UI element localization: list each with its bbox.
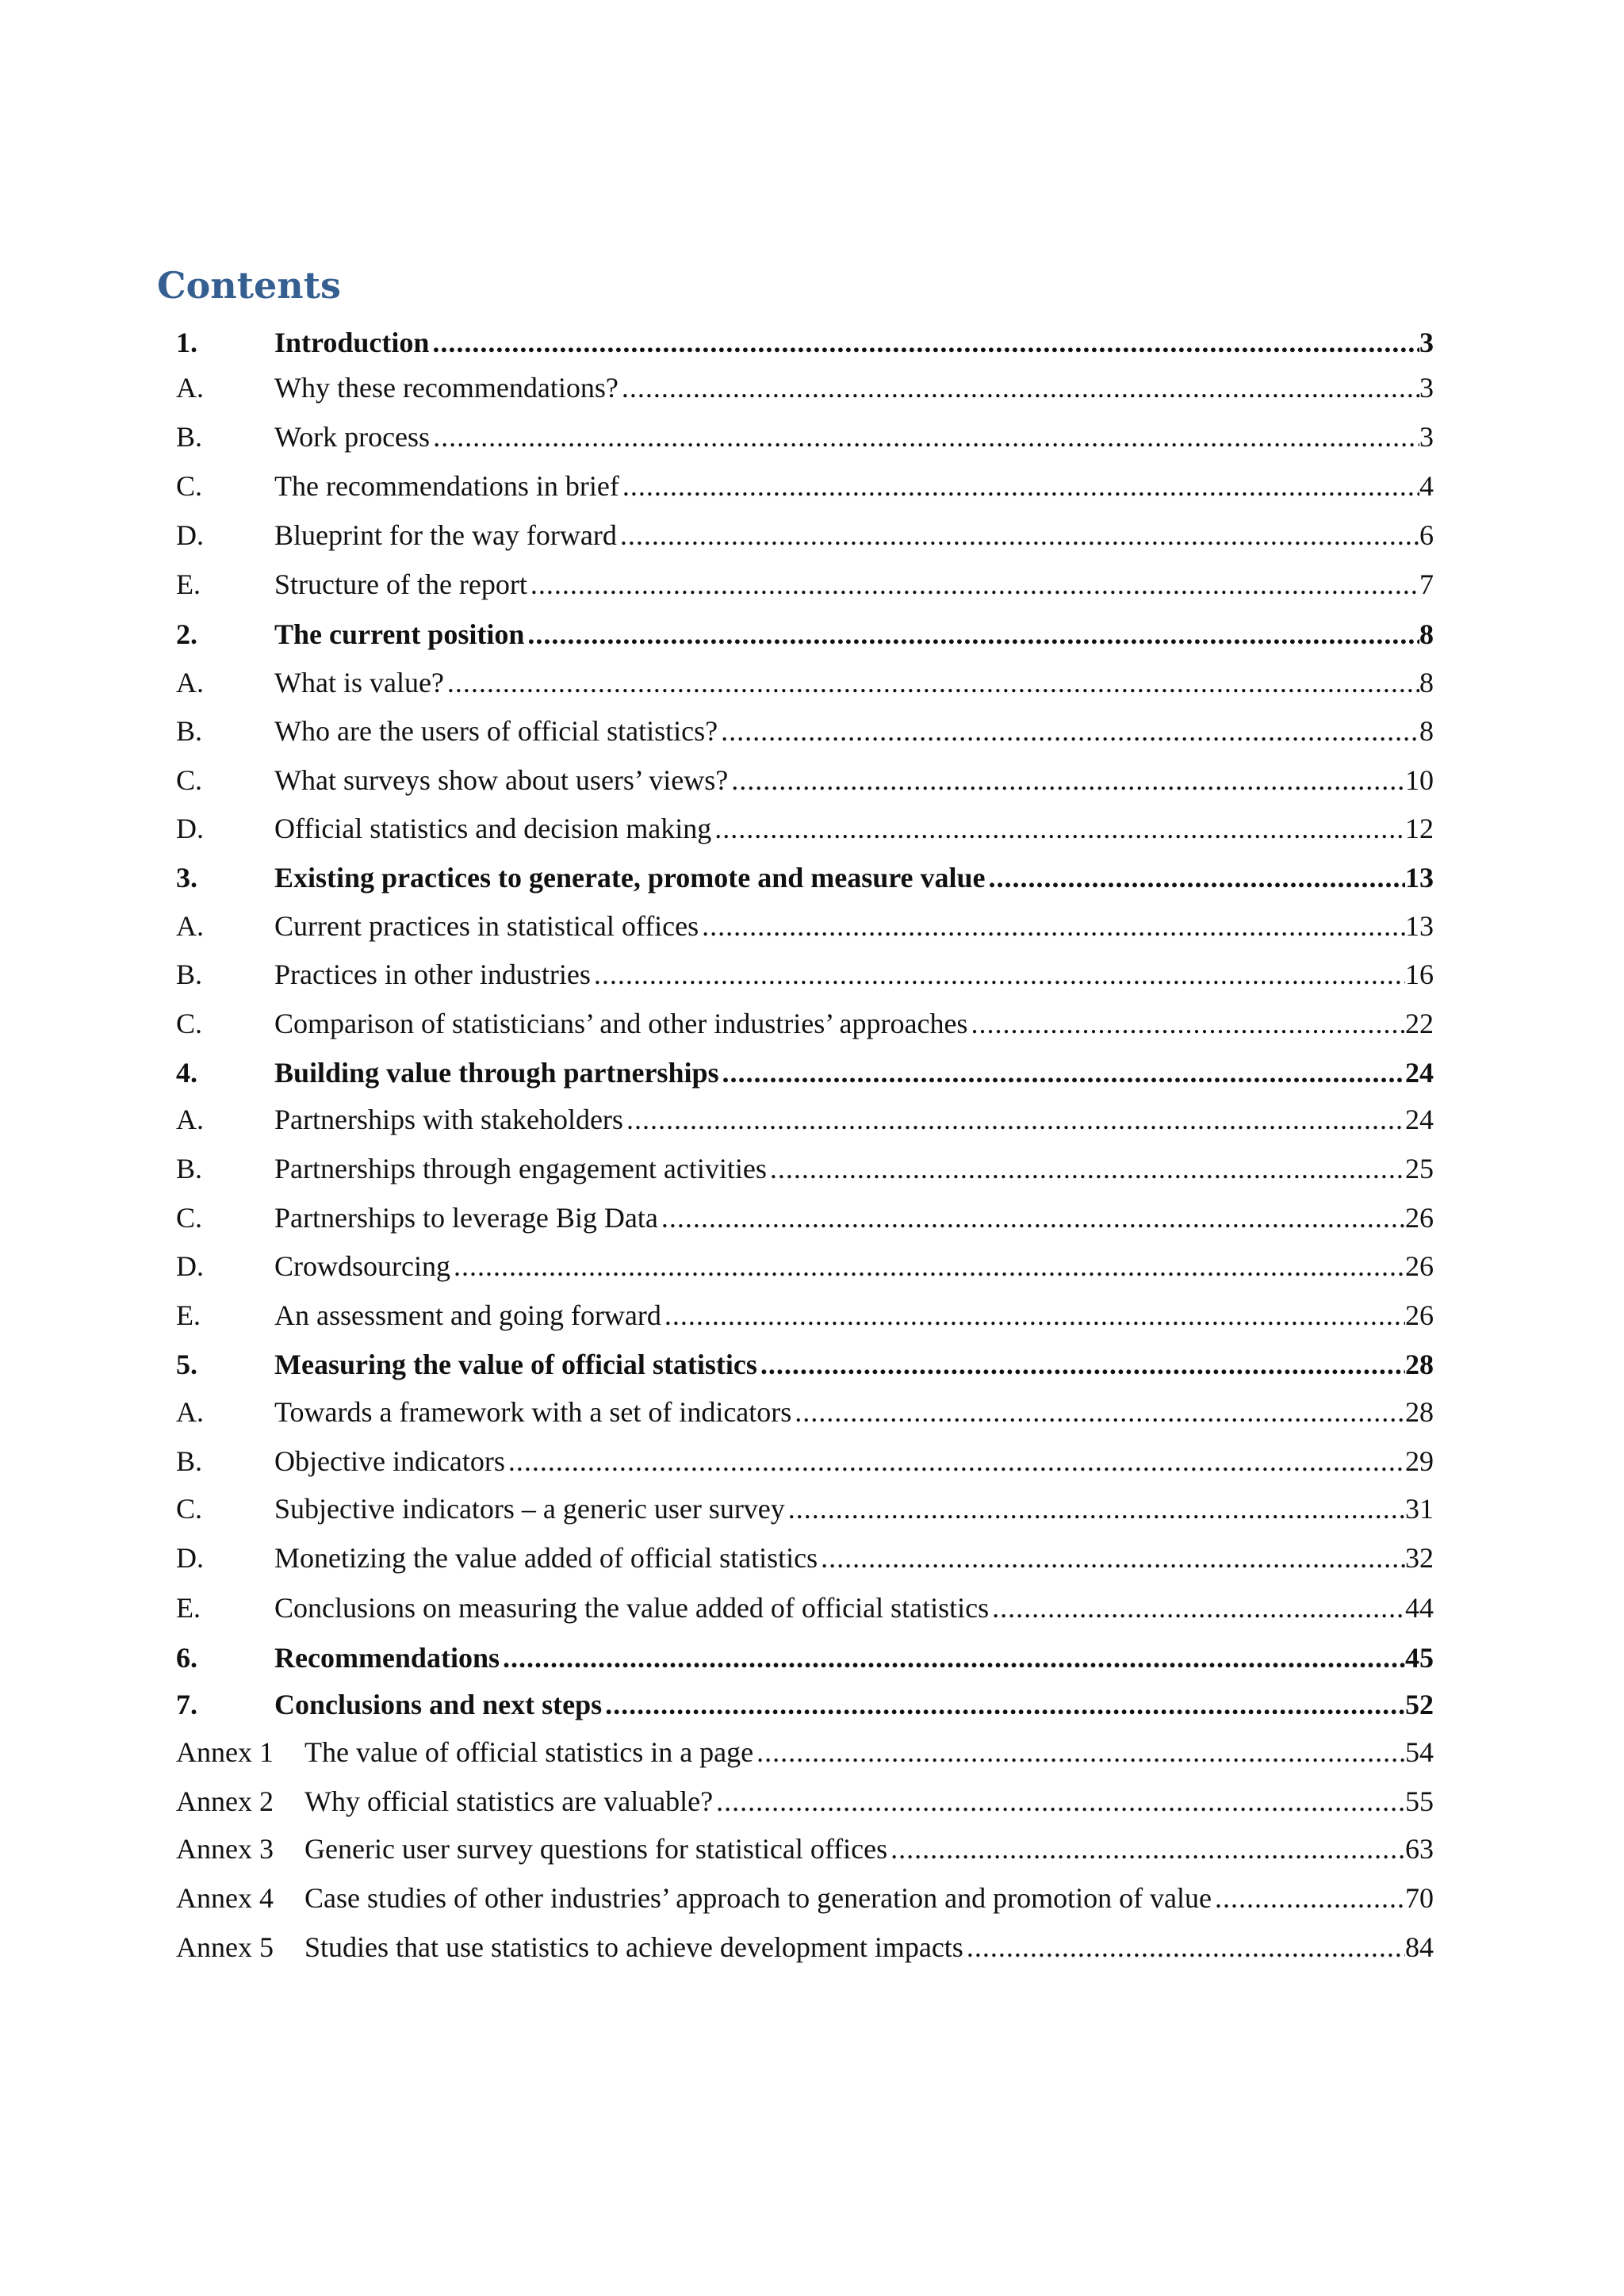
toc-entry-title: Introduction	[274, 327, 430, 358]
toc-entry-number: A.	[176, 1396, 204, 1428]
toc-entry-title: Measuring the value of official statistics	[274, 1349, 757, 1380]
toc-entry-number: B.	[176, 959, 203, 990]
dot-leader	[785, 1490, 1405, 1528]
toc-entry-page: 7	[1419, 568, 1434, 600]
toc-entry[interactable]	[176, 664, 1434, 702]
toc-entry[interactable]	[176, 1150, 1434, 1188]
dot-leader	[430, 418, 1419, 456]
toc-entry[interactable]	[176, 809, 1434, 848]
toc-entry[interactable]	[176, 859, 1434, 897]
toc-entry-page: 63	[1405, 1833, 1434, 1865]
toc-entry-page: 25	[1405, 1153, 1434, 1184]
toc-entry-number: C.	[176, 470, 203, 502]
contents-heading: Contents	[157, 264, 341, 307]
toc-entry[interactable]	[176, 1199, 1434, 1237]
toc-entry[interactable]	[176, 1442, 1434, 1480]
toc-entry-title: Why official statistics are valuable?	[304, 1785, 714, 1817]
dot-leader	[718, 712, 1419, 750]
toc-entry-title: Generic user survey questions for statistical offices	[304, 1833, 888, 1865]
toc-entry-title: The recommendations in brief	[274, 470, 619, 502]
toc-entry[interactable]	[176, 955, 1434, 993]
toc-entry-number: A.	[176, 1104, 204, 1135]
toc-entry[interactable]	[176, 1879, 1434, 1917]
toc-entry-page: 24	[1405, 1057, 1434, 1089]
toc-entry[interactable]	[176, 1100, 1434, 1138]
dot-leader	[887, 1830, 1405, 1868]
toc-entry[interactable]	[176, 1490, 1434, 1528]
toc-entry-number: Annex 4	[176, 1882, 274, 1914]
dot-leader	[524, 615, 1419, 653]
dot-leader	[1212, 1879, 1405, 1917]
toc-entry-page: 26	[1405, 1202, 1434, 1234]
toc-entry-page: 4	[1419, 470, 1434, 502]
toc-entry-title: Studies that use statistics to achieve development impacts	[304, 1931, 963, 1963]
toc-entry-number: Annex 3	[176, 1833, 274, 1865]
dot-leader	[753, 1733, 1405, 1771]
toc-entry-number: 7.	[176, 1689, 197, 1720]
toc-entry-page: 45	[1405, 1642, 1434, 1674]
toc-entry-title: Partnerships with stakeholders	[274, 1104, 623, 1135]
toc-entry[interactable]	[176, 369, 1434, 407]
dot-leader	[711, 809, 1405, 848]
toc-entry-title: Blueprint for the way forward	[274, 519, 617, 551]
toc-entry-number: A.	[176, 910, 204, 942]
dot-leader	[767, 1150, 1405, 1188]
toc-entry-page: 12	[1405, 813, 1434, 844]
dot-leader	[602, 1686, 1405, 1724]
toc-entry-title: Official statistics and decision making	[274, 813, 712, 844]
toc-entry-title: Partnerships to leverage Big Data	[274, 1202, 658, 1234]
toc-entry-page: 3	[1419, 372, 1434, 404]
toc-entry-number: 1.	[176, 327, 197, 358]
toc-entry-page: 24	[1405, 1104, 1434, 1135]
toc-entry-title: Existing practices to generate, promote and measure value	[274, 862, 986, 894]
toc-entry-title: Subjective indicators – a generic user survey	[274, 1493, 785, 1525]
toc-entry-page: 13	[1405, 910, 1434, 942]
toc-entry-title: What is value?	[274, 667, 444, 698]
toc-entry-page: 8	[1419, 715, 1434, 747]
toc-entry[interactable]	[176, 761, 1434, 799]
toc-entry-number: 5.	[176, 1349, 197, 1380]
dot-leader	[591, 955, 1405, 993]
dot-leader	[661, 1296, 1405, 1334]
dot-leader	[986, 859, 1405, 897]
toc-entry-title: Why these recommendations?	[274, 372, 619, 404]
dot-leader	[728, 761, 1405, 799]
dot-leader	[505, 1442, 1405, 1480]
toc-entry-title: Crowdsourcing	[274, 1250, 450, 1282]
toc-entry[interactable]	[176, 1589, 1434, 1627]
toc-entry-page: 28	[1405, 1349, 1434, 1380]
dot-leader	[623, 1100, 1405, 1138]
toc-entry-title: Structure of the report	[274, 568, 527, 600]
toc-entry-number: 4.	[176, 1057, 197, 1089]
toc-entry-page: 29	[1405, 1445, 1434, 1477]
toc-entry-page: 32	[1405, 1542, 1434, 1574]
toc-entry-number: D.	[176, 813, 204, 844]
toc-entry[interactable]	[176, 1539, 1434, 1577]
toc-entry-title: The current position	[274, 618, 525, 650]
toc-entry-number: D.	[176, 1542, 204, 1574]
toc-entry-number: C.	[176, 764, 203, 796]
toc-entry[interactable]	[176, 1639, 1434, 1677]
toc-entry[interactable]	[176, 1247, 1434, 1285]
toc-entry-number: E.	[176, 1592, 201, 1624]
toc-entry[interactable]	[176, 1004, 1434, 1043]
toc-entry-title: Objective indicators	[274, 1445, 505, 1477]
dot-leader	[713, 1782, 1405, 1820]
toc-entry-page: 10	[1405, 764, 1434, 796]
toc-entry-title: The value of official statistics in a page	[304, 1736, 754, 1768]
toc-entry-title: Work process	[274, 421, 431, 453]
dot-leader	[967, 1004, 1405, 1043]
toc-entry-number: Annex 2	[176, 1785, 274, 1817]
toc-entry-title: Conclusions on measuring the value added of official statistics	[274, 1592, 990, 1624]
toc-entry[interactable]	[176, 1686, 1434, 1724]
toc-entry-number: E.	[176, 568, 201, 600]
toc-entry-title: Comparison of statisticians’ and other industries’ approaches	[274, 1008, 968, 1039]
toc-entry-number: D.	[176, 519, 204, 551]
toc-entry-title: An assessment and going forward	[274, 1299, 661, 1331]
toc-entry-number: A.	[176, 372, 204, 404]
toc-entry-title: Current practices in statistical offices	[274, 910, 699, 942]
toc-entry-title: Who are the users of official statistics?	[274, 715, 718, 747]
toc-entry-number: C.	[176, 1008, 203, 1039]
toc-entry[interactable]	[176, 1733, 1434, 1771]
toc-entry-title: Recommendations	[274, 1642, 500, 1674]
dot-leader	[791, 1393, 1405, 1431]
toc-entry-page: 54	[1405, 1736, 1434, 1768]
toc-entry-page: 84	[1405, 1931, 1434, 1963]
dot-leader	[450, 1247, 1405, 1285]
toc-entry[interactable]	[176, 1393, 1434, 1431]
toc-entry-page: 26	[1405, 1299, 1434, 1331]
toc-entry-number: Annex 1	[176, 1736, 274, 1768]
dot-leader	[444, 664, 1419, 702]
toc-entry-page: 55	[1405, 1785, 1434, 1817]
dot-leader	[699, 907, 1405, 945]
toc-entry-page: 3	[1419, 421, 1434, 453]
toc-entry-number: B.	[176, 1445, 203, 1477]
toc-entry-page: 44	[1405, 1592, 1434, 1624]
toc-entry-title: Towards a framework with a set of indicators	[274, 1396, 792, 1428]
toc-entry-page: 16	[1405, 959, 1434, 990]
toc-entry-number: B.	[176, 715, 203, 747]
toc-entry[interactable]	[176, 467, 1434, 505]
dot-leader	[619, 369, 1419, 407]
dot-leader	[818, 1539, 1405, 1577]
toc-entry[interactable]	[176, 565, 1434, 603]
toc-entry[interactable]	[176, 1928, 1434, 1966]
toc-entry-number: E.	[176, 1299, 201, 1331]
dot-leader	[429, 323, 1419, 362]
dot-leader	[617, 516, 1419, 554]
toc-entry-page: 52	[1405, 1689, 1434, 1720]
toc-entry-title: Partnerships through engagement activities	[274, 1153, 767, 1184]
toc-entry-page: 26	[1405, 1250, 1434, 1282]
toc-entry-number: 6.	[176, 1642, 197, 1674]
toc-entry-title: Building value through partnerships	[274, 1057, 719, 1089]
toc-entry-title: Practices in other industries	[274, 959, 591, 990]
dot-leader	[527, 565, 1419, 603]
toc-entry[interactable]	[176, 323, 1434, 362]
toc-entry-page: 22	[1405, 1008, 1434, 1039]
toc-entry[interactable]	[176, 1296, 1434, 1334]
toc-entry-number: C.	[176, 1202, 203, 1234]
toc-entry[interactable]	[176, 418, 1434, 456]
dot-leader	[500, 1639, 1405, 1677]
toc-entry-page: 31	[1405, 1493, 1434, 1525]
toc-entry-number: C.	[176, 1493, 203, 1525]
toc-entry[interactable]	[176, 516, 1434, 554]
toc-entry-title: Conclusions and next steps	[274, 1689, 603, 1720]
dot-leader	[757, 1345, 1405, 1383]
toc-entry-page: 8	[1419, 618, 1434, 650]
toc-entry-title: Monetizing the value added of official statistics	[274, 1542, 818, 1574]
toc-entry-page: 70	[1405, 1882, 1434, 1914]
toc-entry[interactable]	[176, 1782, 1434, 1820]
toc-entry-number: 2.	[176, 618, 197, 650]
toc-entry-title: Case studies of other industries’ approach to generation and promotion of value	[304, 1882, 1212, 1914]
toc-entry[interactable]	[176, 907, 1434, 945]
toc-entry-page: 8	[1419, 667, 1434, 698]
dot-leader	[719, 1054, 1406, 1092]
toc-entry[interactable]	[176, 1345, 1434, 1383]
dot-leader	[619, 467, 1419, 505]
toc-entry[interactable]	[176, 1830, 1434, 1868]
toc-entry-number: A.	[176, 667, 204, 698]
toc-entry-page: 13	[1405, 862, 1434, 894]
toc-entry-number: Annex 5	[176, 1931, 274, 1963]
toc-entry-page: 6	[1419, 519, 1434, 551]
dot-leader	[963, 1928, 1405, 1966]
toc-entry[interactable]	[176, 712, 1434, 750]
toc-entry-number: 3.	[176, 862, 197, 894]
toc-entry[interactable]	[176, 1054, 1434, 1092]
toc-entry-title: What surveys show about users’ views?	[274, 764, 729, 796]
toc-entry-page: 3	[1419, 327, 1434, 358]
dot-leader	[989, 1589, 1405, 1627]
dot-leader	[658, 1199, 1405, 1237]
toc-entry-number: B.	[176, 1153, 203, 1184]
toc-entry-page: 28	[1405, 1396, 1434, 1428]
toc-entry-number: D.	[176, 1250, 204, 1282]
toc-entry-number: B.	[176, 421, 203, 453]
toc-entry[interactable]	[176, 615, 1434, 653]
